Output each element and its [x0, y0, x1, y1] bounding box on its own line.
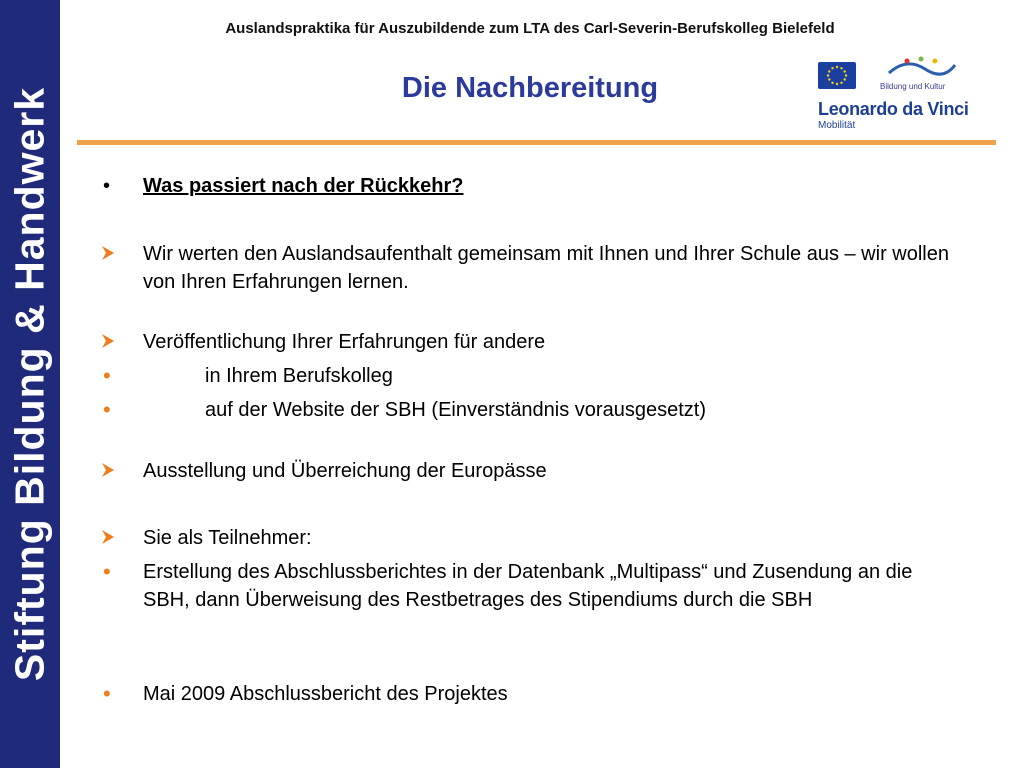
list-item	[100, 172, 960, 200]
paragraph-europass: Ausstellung und Überreichung der Europässe	[143, 460, 547, 482]
page-title: Die Nachbereitung	[401, 72, 659, 104]
section-heading: Was passiert nach der Rückkehr?	[143, 175, 464, 197]
eu-flag-icon	[818, 62, 856, 89]
arrow-bullet-icon	[100, 462, 116, 478]
arrow-bullet-icon	[100, 529, 116, 545]
bullet-icon: •	[103, 363, 111, 388]
paragraph-publication: Veröffentlichung Ihrer Erfahrungen für andere	[143, 331, 546, 353]
bullet-icon: •	[103, 559, 111, 584]
paragraph-evaluation: Wir werten den Auslandsaufenthalt gemeinsam mit Ihnen und Ihrer Schule aus – wir wollen von Ihren Erfahrungen lernen.	[143, 243, 949, 293]
paragraph-participant: Sie als Teilnehmer:	[143, 527, 312, 549]
list-item	[100, 558, 960, 614]
arrow-bullet-icon	[100, 245, 116, 261]
bullet-icon: •	[103, 175, 111, 197]
list-item	[100, 396, 960, 424]
paragraph-project-report: Mai 2009 Abschlussbericht des Projektes	[143, 683, 508, 705]
sub-item-website: auf der Website der SBH (Einverständnis vorausgesetzt)	[205, 399, 706, 421]
paragraph-final-report: Erstellung des Abschlussberichtes in der Datenbank „Multipass“ und Zusendung an die SBH, dann Überweisung des Restbetrages des Stipendiums durch die SBH	[143, 561, 913, 611]
list-item	[100, 457, 960, 485]
list-item	[100, 328, 960, 356]
bullet-icon: •	[103, 681, 111, 706]
logo-subtitle: Bildung und Kultur	[880, 82, 946, 91]
list-item	[100, 680, 960, 708]
sidebar-organization-name: Stiftung Bildung & Handwerk	[6, 86, 53, 682]
bullet-icon: •	[103, 397, 111, 422]
list-item	[100, 524, 960, 552]
header-top-line: Auslandspraktika für Auszubildende zum LTA des Carl-Severin-Berufskolleg Bielefeld	[225, 20, 835, 37]
arrow-bullet-icon	[100, 333, 116, 349]
leonardo-logo	[815, 55, 975, 135]
list-item	[100, 362, 960, 390]
list-item	[100, 240, 960, 296]
logo-program: Mobilität	[818, 120, 856, 131]
header-divider	[77, 140, 996, 145]
logo-name: Leonardo da Vinci	[818, 99, 969, 119]
people-swoosh-icon	[887, 55, 957, 81]
sub-item-berufskolleg: in Ihrem Berufskolleg	[205, 365, 393, 387]
sidebar-band	[0, 0, 60, 768]
